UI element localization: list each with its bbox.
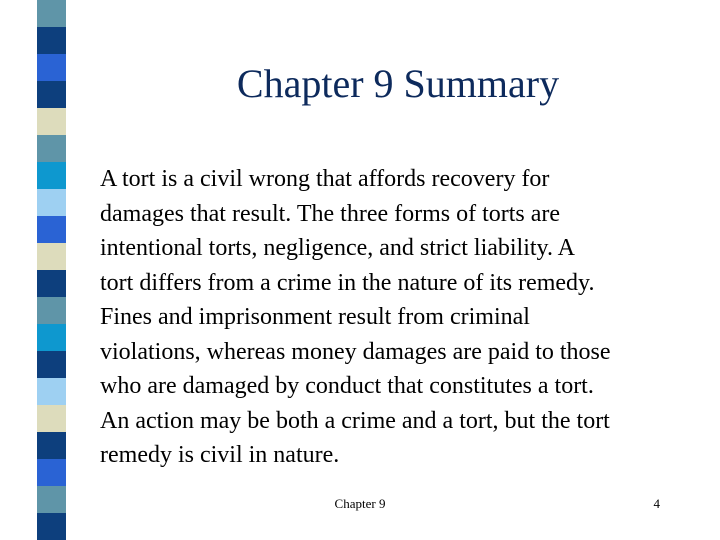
stripe-block <box>37 486 66 513</box>
footer-chapter-label: Chapter 9 <box>334 496 386 511</box>
stripe-block <box>37 135 66 162</box>
stripe-block <box>37 378 66 405</box>
body-line: intentional torts, negligence, and strict liability. A <box>100 235 576 261</box>
slide-title: Chapter 9 Summary <box>236 61 560 106</box>
stripe-block <box>37 270 66 297</box>
stripe-block <box>37 189 66 216</box>
stripe-block <box>37 27 66 54</box>
body-line: damages that result. The three forms of torts are <box>100 200 561 227</box>
slide-number: 4 <box>653 496 660 511</box>
body-line: remedy is civil in nature. <box>100 442 340 468</box>
slide-body <box>100 162 710 473</box>
stripe-block <box>37 351 66 378</box>
body-line: tort differs from a crime in the nature of its remedy. <box>100 269 595 296</box>
stripe-block <box>37 459 66 486</box>
stripe-block <box>37 0 66 27</box>
stripe-block <box>37 513 66 540</box>
stripe-block <box>37 324 66 351</box>
stripe-block <box>37 54 66 81</box>
body-line: who are damaged by conduct that constitutes a tort. <box>100 373 594 399</box>
stripe-block <box>37 297 66 324</box>
stripe-block <box>37 108 66 135</box>
body-line: A tort is a civil wrong that affords recovery for <box>100 166 550 192</box>
stripe-block <box>37 81 66 108</box>
body-line: violations, whereas money damages are paid to those <box>100 338 611 365</box>
stripe-block <box>37 243 66 270</box>
stripe-block <box>37 162 66 189</box>
stripe-block <box>37 432 66 459</box>
stripe-block <box>37 216 66 243</box>
decorative-stripe-bar <box>0 0 66 540</box>
body-line: An action may be both a crime and a tort, but the tort <box>100 407 610 434</box>
body-line: Fines and imprisonment result from criminal <box>100 304 530 330</box>
stripe-block <box>37 405 66 432</box>
